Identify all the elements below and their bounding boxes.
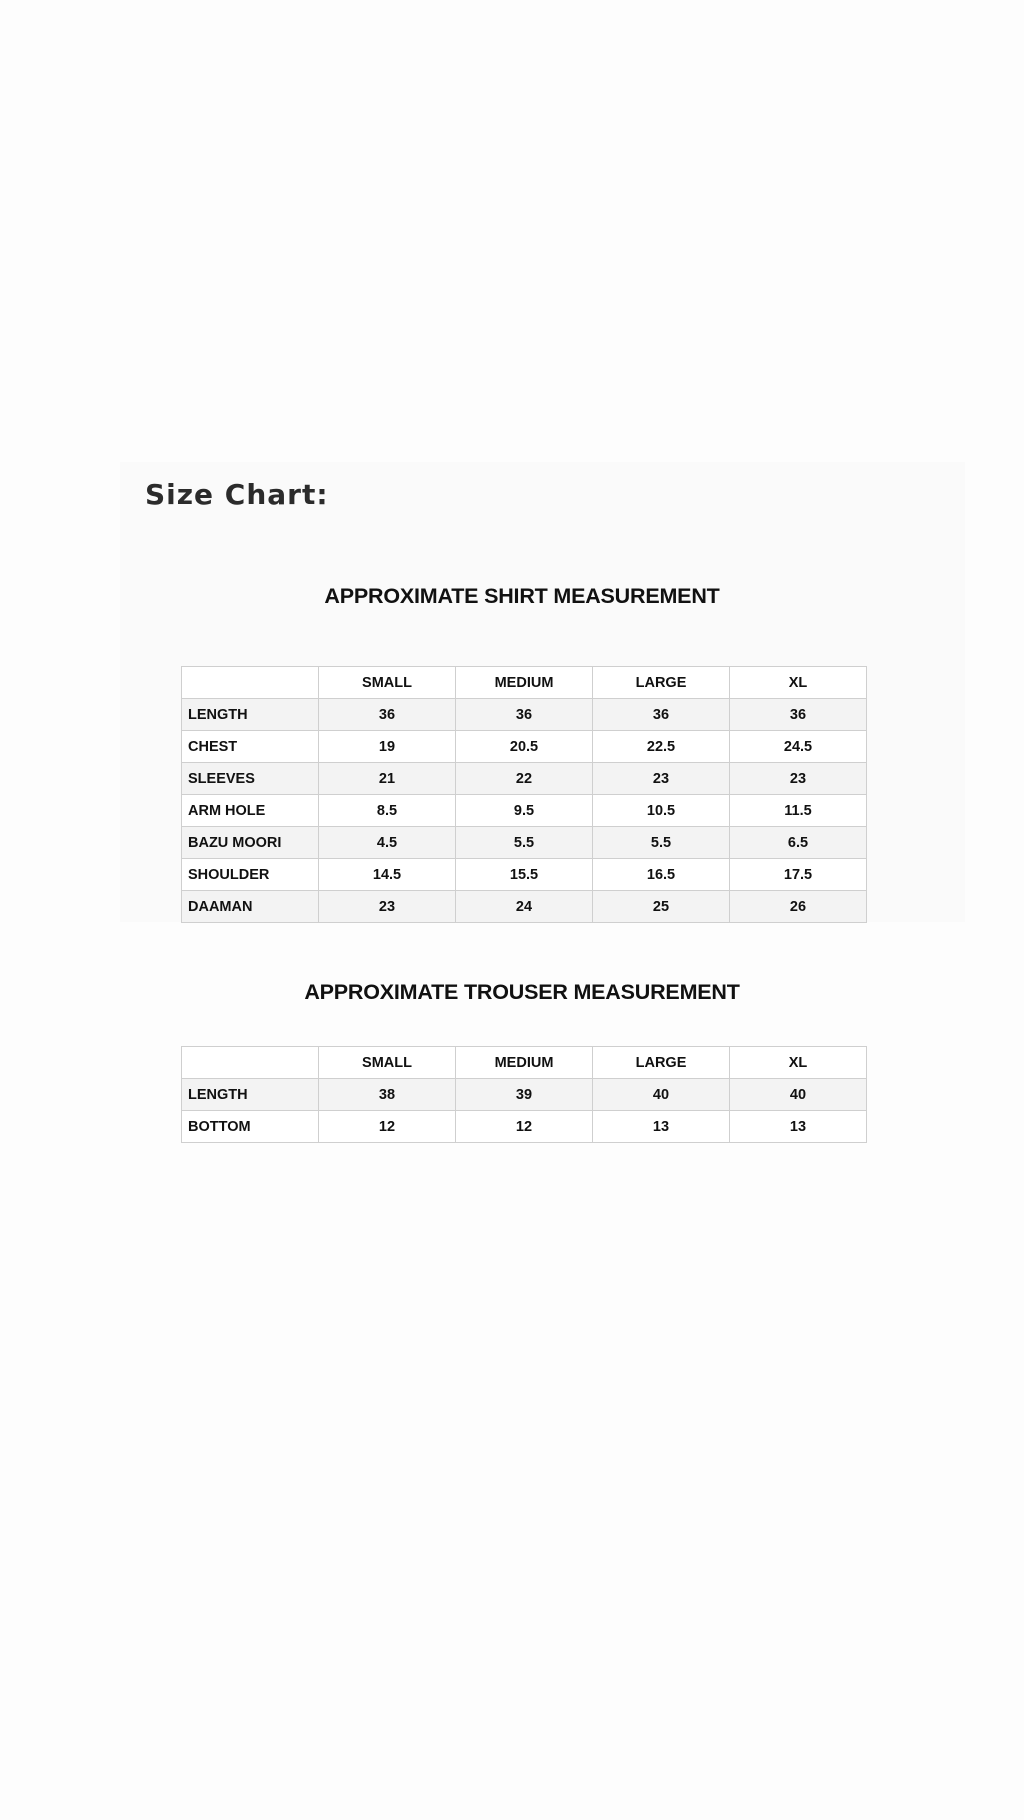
table-cell: 26 [730,891,867,923]
table-cell: 23 [319,891,456,923]
row-label: CHEST [182,731,319,763]
table-row [182,827,867,859]
table-row [182,859,867,891]
table-row [182,731,867,763]
table-cell: 19 [319,731,456,763]
column-header-xl: XL [730,1047,867,1079]
column-header-blank [182,1047,319,1079]
table-cell: 20.5 [456,731,593,763]
table-cell: 14.5 [319,859,456,891]
table-cell: 5.5 [593,827,730,859]
table-cell: 17.5 [730,859,867,891]
column-header-small: SMALL [319,1047,456,1079]
table-cell: 11.5 [730,795,867,827]
table-cell: 36 [593,699,730,731]
table-cell: 36 [319,699,456,731]
table-cell: 23 [593,763,730,795]
table-cell: 9.5 [456,795,593,827]
table-header-row [182,1047,867,1079]
column-header-medium: MEDIUM [456,1047,593,1079]
column-header-small: SMALL [319,667,456,699]
table-cell: 25 [593,891,730,923]
table-cell: 15.5 [456,859,593,891]
table-cell: 6.5 [730,827,867,859]
table-cell: 24 [456,891,593,923]
column-header-xl: XL [730,667,867,699]
table-cell: 40 [593,1079,730,1111]
row-label: ARM HOLE [182,795,319,827]
row-label: BAZU MOORI [182,827,319,859]
table-cell: 12 [319,1111,456,1143]
table-cell: 22.5 [593,731,730,763]
table-cell: 24.5 [730,731,867,763]
table-cell: 4.5 [319,827,456,859]
page-title: Size Chart: [145,478,329,511]
table-cell: 39 [456,1079,593,1111]
table-cell: 23 [730,763,867,795]
table-cell: 12 [456,1111,593,1143]
row-label: LENGTH [182,699,319,731]
table-cell: 5.5 [456,827,593,859]
table-header-row [182,667,867,699]
table-row [182,1111,867,1143]
table-cell: 10.5 [593,795,730,827]
shirt-measurement-table [181,666,867,923]
column-header-large: LARGE [593,667,730,699]
row-label: SHOULDER [182,859,319,891]
trouser-measurement-table [181,1046,867,1143]
row-label: DAAMAN [182,891,319,923]
table-row [182,699,867,731]
table-cell: 36 [730,699,867,731]
column-header-large: LARGE [593,1047,730,1079]
table-cell: 8.5 [319,795,456,827]
trouser-table-title: APPROXIMATE TROUSER MEASUREMENT [304,980,740,1004]
table-cell: 16.5 [593,859,730,891]
column-header-blank [182,667,319,699]
table-cell: 38 [319,1079,456,1111]
column-header-medium: MEDIUM [456,667,593,699]
table-row [182,795,867,827]
table-cell: 13 [730,1111,867,1143]
row-label: BOTTOM [182,1111,319,1143]
table-cell: 13 [593,1111,730,1143]
table-row [182,763,867,795]
table-cell: 36 [456,699,593,731]
table-row [182,891,867,923]
shirt-table-title: APPROXIMATE SHIRT MEASUREMENT [324,584,720,608]
table-cell: 21 [319,763,456,795]
row-label: SLEEVES [182,763,319,795]
row-label: LENGTH [182,1079,319,1111]
table-row [182,1079,867,1111]
table-cell: 22 [456,763,593,795]
table-cell: 40 [730,1079,867,1111]
